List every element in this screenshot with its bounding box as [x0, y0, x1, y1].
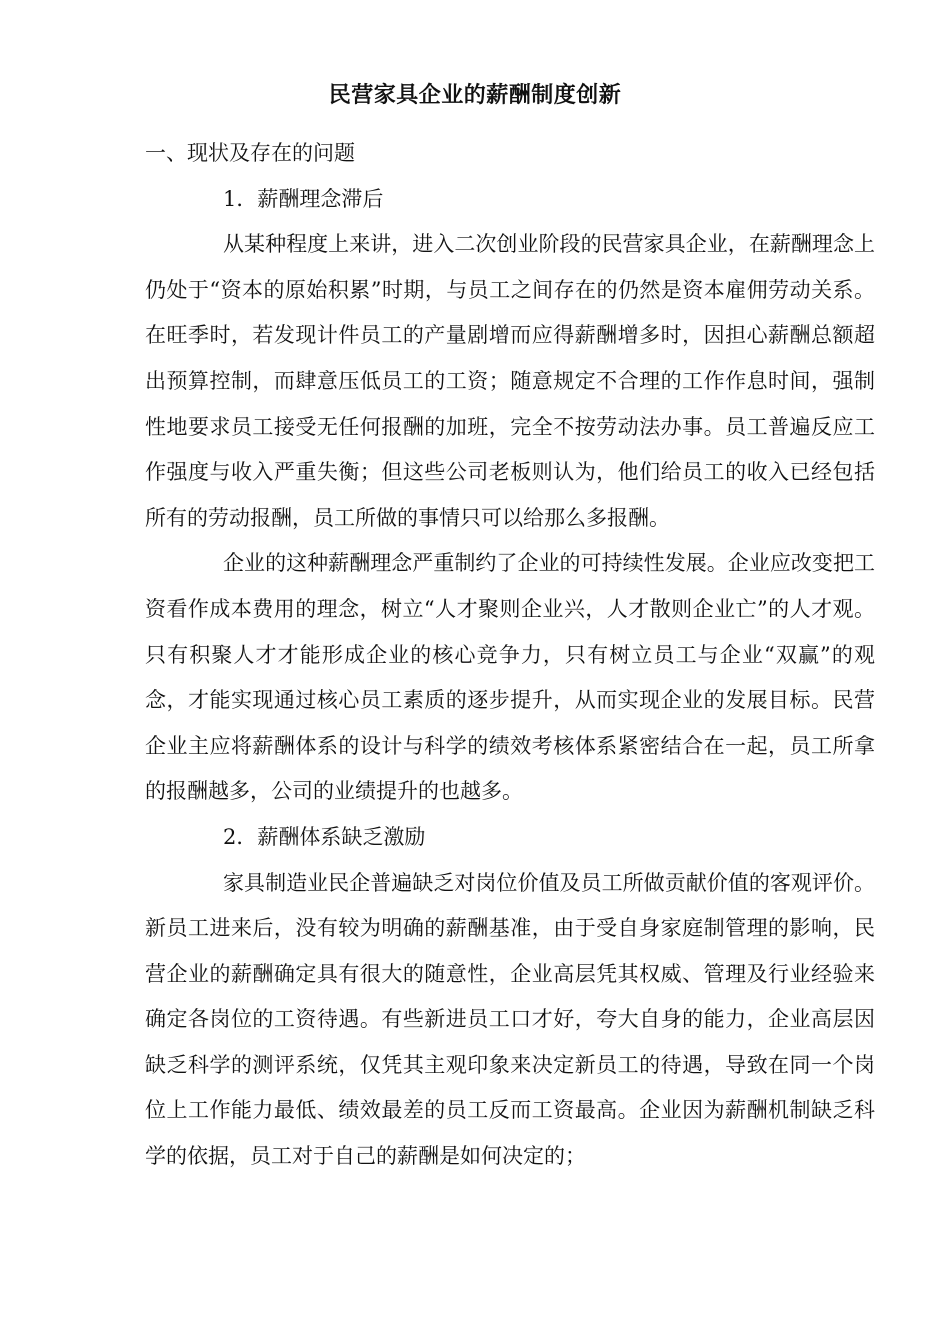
document-body	[145, 131, 875, 1180]
section-heading: 一、现状及存在的问题	[145, 141, 355, 165]
subsection-heading: 1．薪酬理念滞后	[223, 186, 384, 211]
subsection-heading: 2．薪酬体系缺乏激励	[223, 824, 426, 849]
paragraph: 从某种程度上来讲，进入二次创业阶段的民营家具企业，在薪酬理念上仍处于“资本的原始积累”时期，与员工之间存在的仍然是资本雇佣劳动关系。在旺季时，若发现计件员工的产量剧增而应得薪酬增多时，因担心薪酬总额超出预算控制，而肆意压低员工的工资；随意规定不合理的工作作息时间，强制性地要求员工接受无任何报酬的加班，完全不按劳动法办事。员工普遍反应工作强度与收入严重失衡；但这些公司老板则认为，他们给员工的收入已经包括所有的劳动报酬，员工所做的事情只可以给那么多报酬。	[145, 232, 875, 530]
paragraph: 家具制造业民企普遍缺乏对岗位价值及员工所做贡献价值的客观评价。新员工进来后，没有较为明确的薪酬基准，由于受自身家庭制管理的影响，民营企业的薪酬确定具有很大的随意性，企业高层凭其权威、管理及行业经验来确定各岗位的工资待遇。有些新进员工口才好，夸大自身的能力，企业高层因缺乏科学的测评系统，仅凭其主观印象来决定新员工的待遇，导致在同一个岗位上工作能力最低、绩效最差的员工反而工资最高。企业因为薪酬机制缺乏科学的依据，员工对于自己的薪酬是如何决定的；	[145, 870, 875, 1169]
document-title: 民营家具企业的薪酬制度创新	[328, 82, 622, 108]
paragraph: 企业的这种薪酬理念严重制约了企业的可持续性发展。企业应改变把工资看作成本费用的理念，树立“人才聚则企业兴，人才散则企业亡”的人才观。只有积聚人才才能形成企业的核心竞争力，只有树立员工与企业“双赢”的观念，才能实现通过核心员工素质的逐步提升，从而实现企业的发展目标。民营企业主应将薪酬体系的设计与科学的绩效考核体系紧密结合在一起，员工所拿的报酬越多，公司的业绩提升的也越多。	[145, 551, 875, 804]
